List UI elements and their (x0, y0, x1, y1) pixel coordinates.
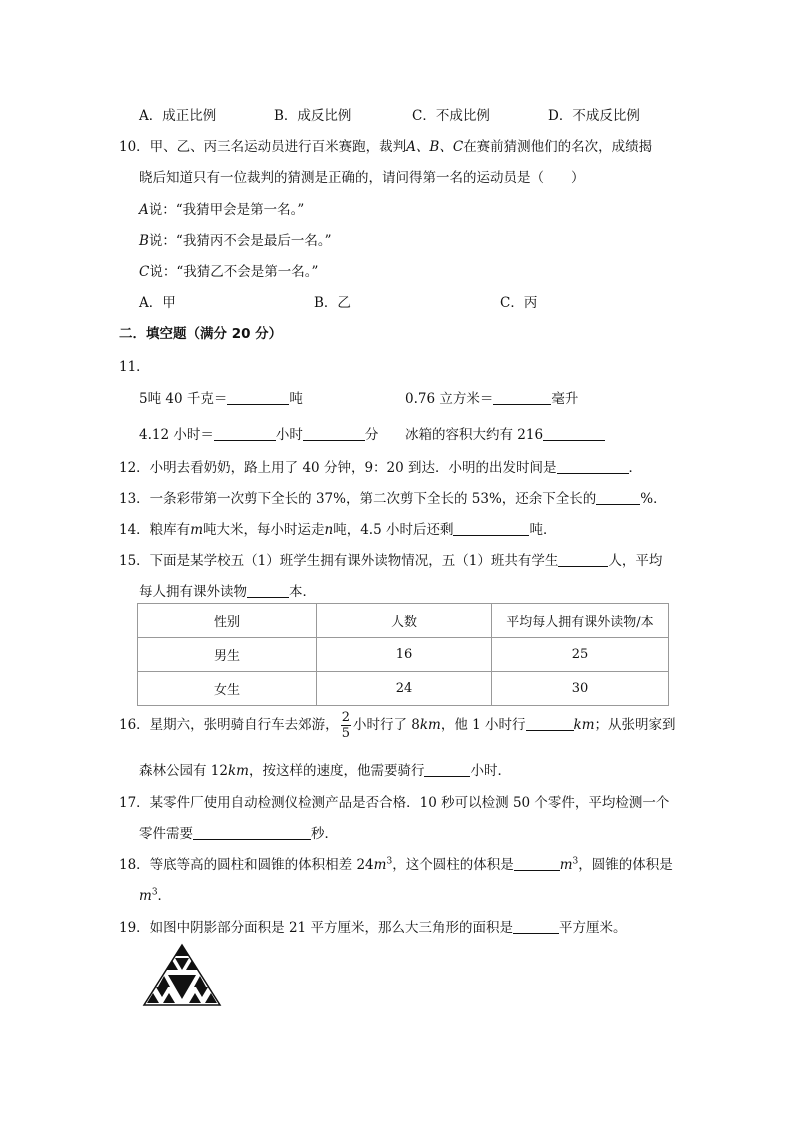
q9-option-c: C．不成比例 (412, 108, 490, 124)
q16-line1: 16．星期六，张明骑自行车去郊游， $\frac{2}{5}$ 小时行了 8km，他 1 小时行 km；从张明家到 (119, 710, 676, 741)
table-header: 人数 (317, 604, 492, 638)
q11-item-b: 0.76 立方米＝ 毫升 (405, 391, 579, 407)
reading-table (137, 603, 669, 706)
q11-item-c: 4.12 小时＝ 小时 分 (139, 427, 379, 443)
q15-line1: 15．下面是某学校五（1）班学生拥有课外读物情况，五（1）班共有学生 人，平均 (119, 553, 663, 569)
q9-option-a: A．成正比例 (139, 108, 217, 124)
table-row (138, 672, 669, 706)
answer-blank[interactable] (453, 521, 529, 536)
q9-option-d: D．不成反比例 (548, 108, 640, 124)
q9-option-b: B．成反比例 (274, 108, 352, 124)
q13: 13．一条彩带第一次剪下全长的 37%，第二次剪下全长的 53%，还余下全长的 %． (119, 491, 667, 507)
answer-blank[interactable] (424, 762, 470, 777)
answer-blank[interactable] (193, 825, 311, 840)
table-header: 性别 (138, 604, 317, 638)
q11-item-d: 冰箱的容积大约有 216 (405, 423, 605, 443)
q10-line1: 10．甲、乙、丙三名运动员进行百米赛跑，裁判A、B、C在赛前猜测他们的名次，成绩揭 (119, 139, 653, 155)
answer-blank[interactable] (543, 426, 605, 441)
q18-line1: 18．等底等高的圆柱和圆锥的体积相差 $24m^3$，这个圆柱的体积是 $m^3$，圆锥的体积是 (119, 856, 673, 873)
answer-blank[interactable] (247, 583, 289, 598)
triangle-figure (142, 943, 222, 1007)
section-title: 二．填空题（满分 20 分） (119, 326, 283, 342)
q10-judge-a: A说：“我猜甲会是第一名。” (139, 202, 305, 218)
q15-line2: 每人拥有课外读物 本． (139, 584, 316, 600)
q10-judge-b: B说：“我猜丙不会是最后一名。” (139, 233, 332, 249)
shaded-triangle (175, 945, 189, 956)
answer-blank[interactable] (513, 919, 559, 934)
table-cell: 16 (317, 638, 492, 672)
q11-item-a: 5吨 40 千克＝ 吨 (139, 391, 303, 407)
q10-option-c: C．丙 (500, 295, 538, 311)
fraction: $\frac{2}{5}$ (341, 710, 350, 741)
answer-blank[interactable] (514, 856, 560, 871)
table-cell: 25 (492, 638, 669, 672)
answer-blank[interactable] (303, 426, 365, 441)
q16-line2: 森林公园有 12km，按这样的速度，他需要骑行 小时． (139, 763, 511, 779)
answer-blank[interactable] (214, 426, 276, 441)
q10-line2: 晓后知道只有一位裁判的猜测是正确的，请问得第一名的运动员是（ ） (139, 170, 585, 186)
table-row (138, 638, 669, 672)
table-cell: 男生 (138, 638, 317, 672)
answer-blank[interactable] (558, 552, 608, 567)
q10-option-b: B．乙 (314, 295, 351, 311)
answer-blank[interactable] (227, 390, 289, 405)
answer-blank[interactable] (526, 716, 574, 731)
q12: 12．小明去看奶奶，路上用了 40 分钟，9：20 到达．小明的出发时间是 ． (119, 460, 642, 476)
table-cell: 30 (492, 672, 669, 706)
table-header-row (138, 604, 669, 638)
q11-number: 11． (119, 359, 150, 375)
answer-blank[interactable] (596, 490, 640, 505)
table-cell: 24 (317, 672, 492, 706)
q17-line1: 17．某零件厂使用自动检测仪检测产品是否合格．10 秒可以检测 50 个零件，平均检测一个 (119, 795, 670, 811)
q10-judge-c: C说：“我猜乙不会是第一名。” (139, 264, 319, 280)
q14: 14．粮库有m吨大米，每小时运走n吨，4.5 小时后还剩 吨． (119, 522, 557, 538)
answer-blank[interactable] (557, 459, 629, 474)
q18-line2: $m^3$． (139, 887, 172, 904)
table-header: 平均每人拥有课外读物/本 (492, 604, 669, 638)
answer-blank[interactable] (493, 390, 551, 405)
q17-line2: 零件需要 秒． (139, 826, 338, 842)
q10-option-a: A．甲 (139, 295, 176, 311)
q19: 19．如图中阴影部分面积是 21 平方厘米，那么大三角形的面积是 平方厘米。 (119, 920, 627, 936)
table-cell: 女生 (138, 672, 317, 706)
